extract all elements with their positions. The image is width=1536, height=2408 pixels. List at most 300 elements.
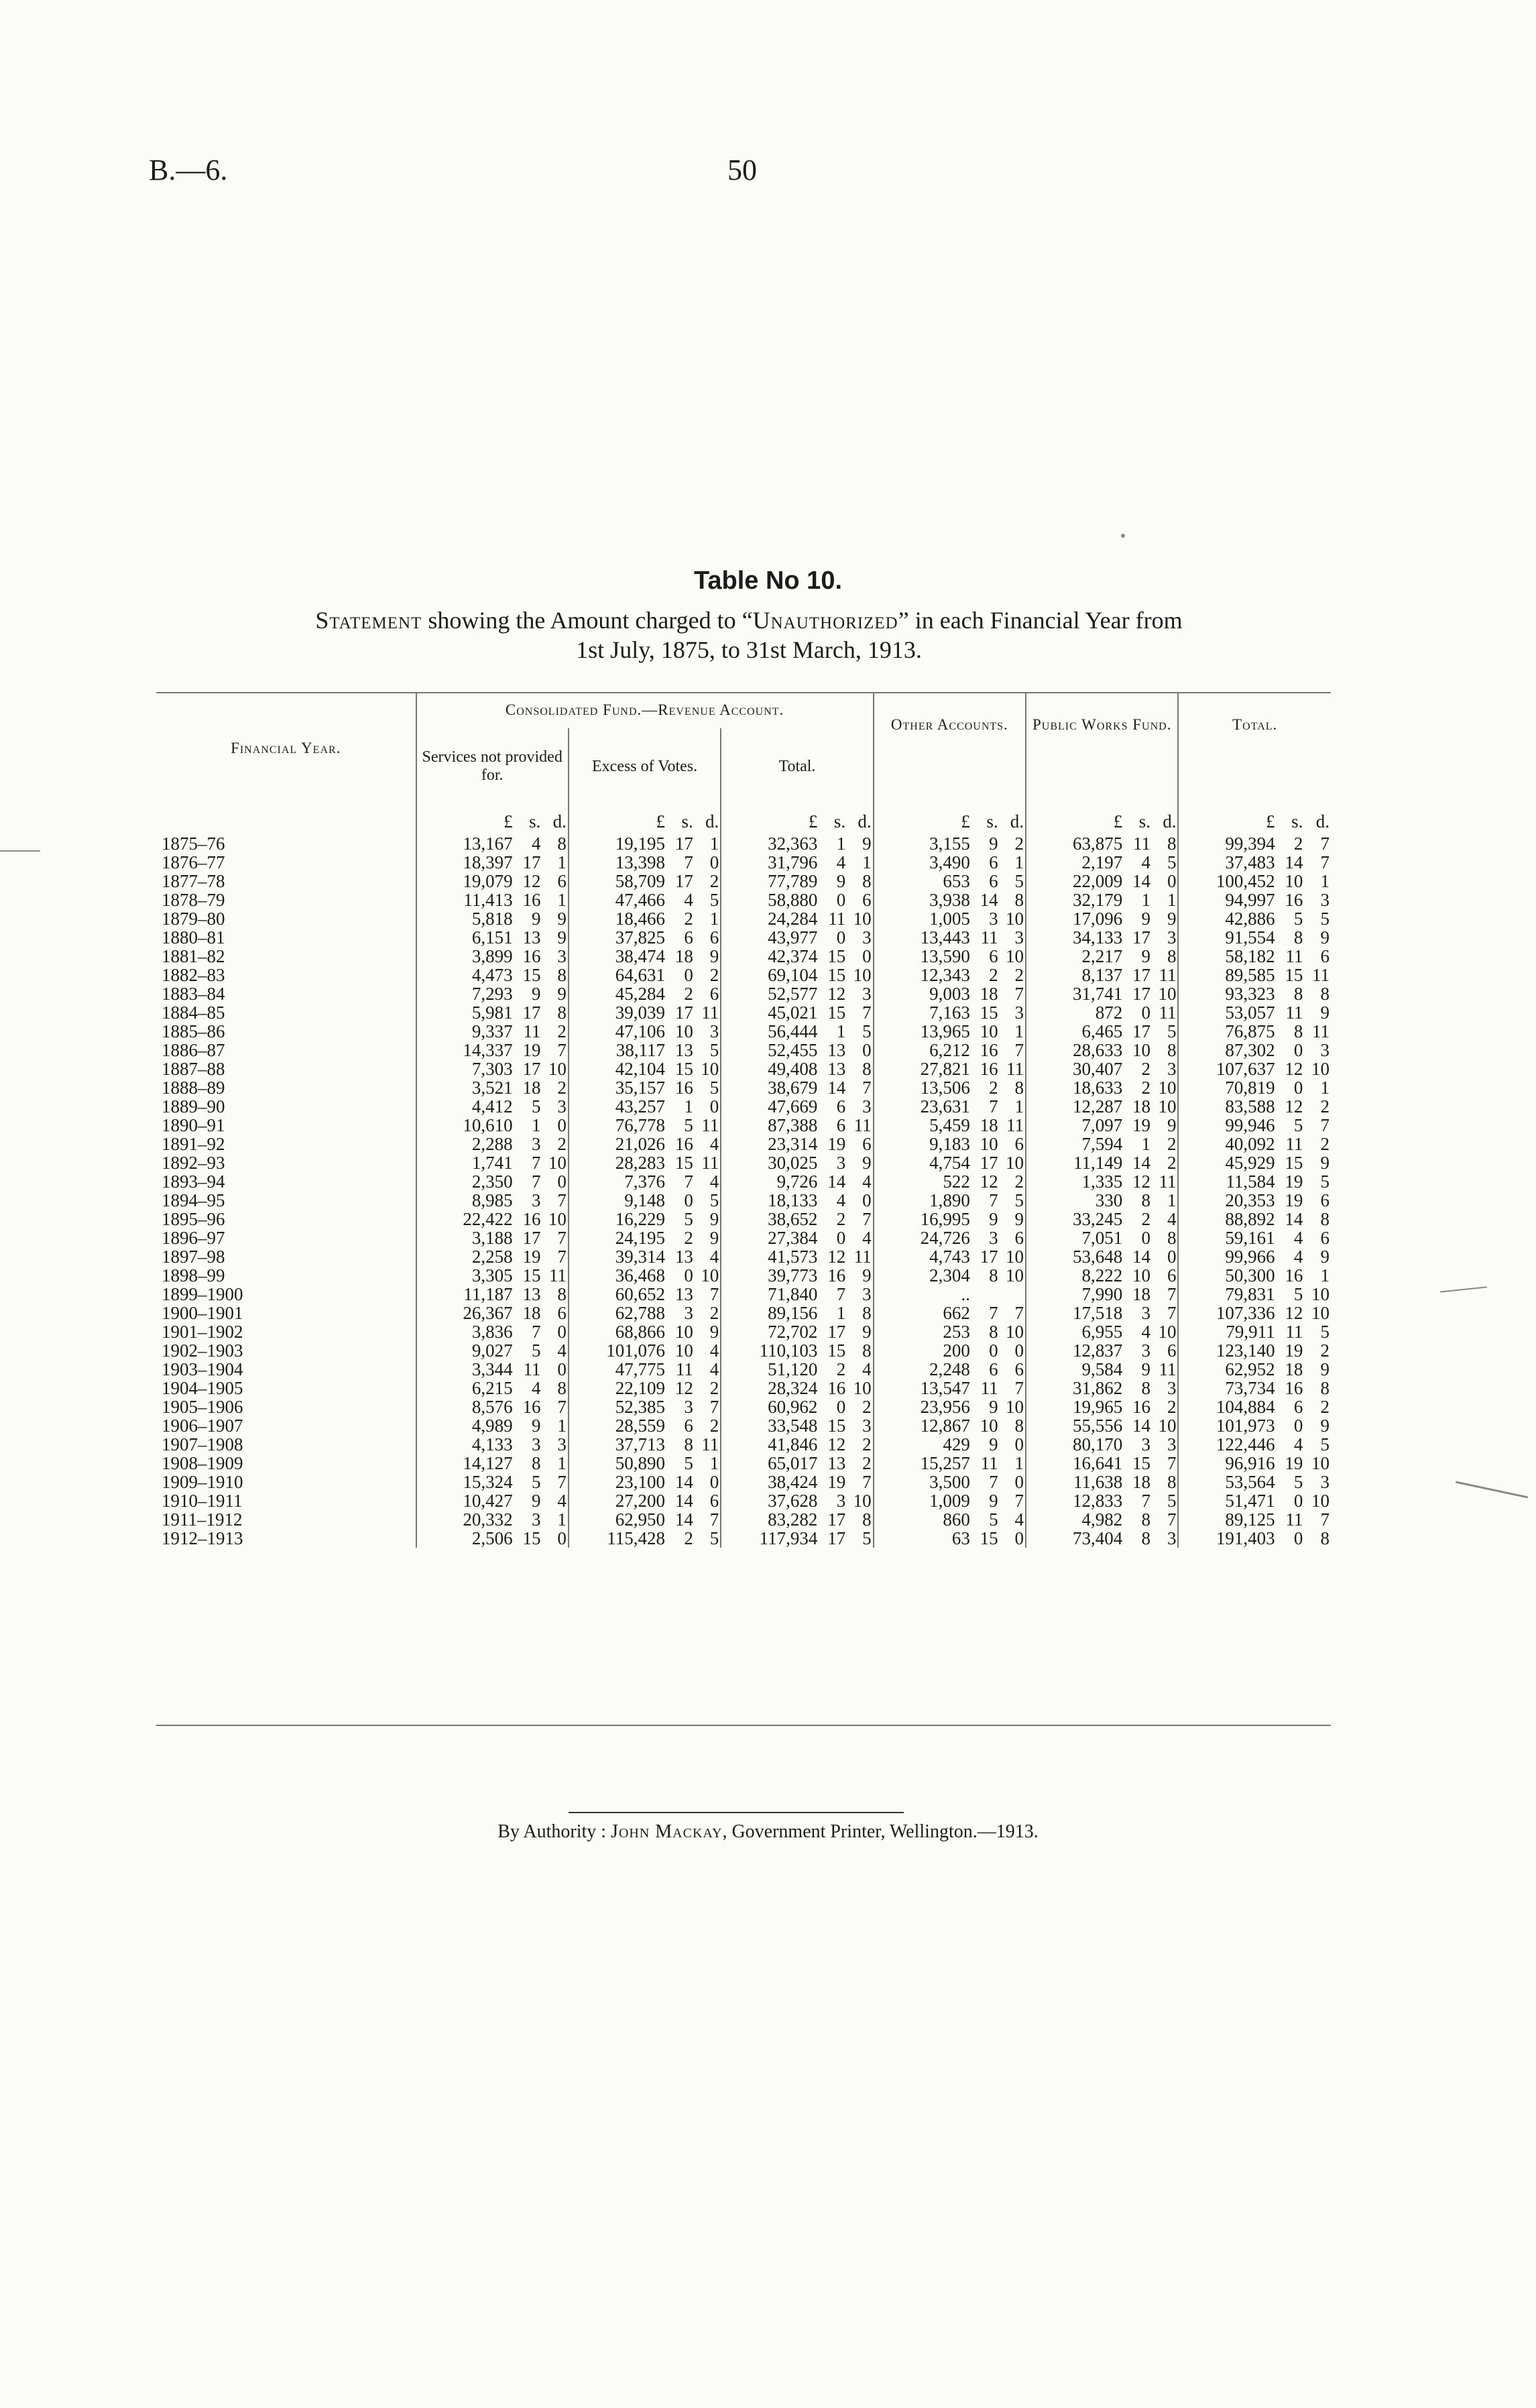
cell-year: 1887–88 <box>162 1059 225 1079</box>
cell-pounds: 28,633 <box>1026 1041 1124 1059</box>
cell-pounds: 3,500 <box>874 1473 971 1491</box>
cell-pounds: 1,335 <box>1026 1172 1124 1191</box>
cell-shillings: 18 <box>522 1303 541 1323</box>
cell-shillings: 16 <box>980 1040 998 1060</box>
cell-pounds: 3,938 <box>874 891 971 909</box>
cell-shillings: 9 <box>1141 1359 1150 1379</box>
table-top-rule <box>156 692 1331 693</box>
cell-shillings: 0 <box>836 927 846 948</box>
cell-pounds: 12,867 <box>874 1416 971 1435</box>
cell-pence: 11 <box>1312 965 1330 985</box>
cell-pounds: 39,314 <box>569 1247 666 1266</box>
cell-pounds: 58,709 <box>569 872 666 891</box>
footer-rule <box>569 1812 904 1813</box>
cell-pounds: 10,610 <box>416 1116 514 1135</box>
col-services-not-provided: Services not provided for. <box>416 728 569 805</box>
cell-pounds: 13,443 <box>874 928 971 947</box>
cell-pounds: 17,518 <box>1026 1304 1124 1322</box>
cell-shillings: 8 <box>684 1434 693 1454</box>
cell-pence: 7 <box>1014 1491 1024 1511</box>
unit-pound: £ <box>416 805 514 834</box>
cell-pounds: 18,466 <box>569 909 666 928</box>
cell-shillings: 3 <box>684 1303 693 1323</box>
table-row <box>156 1360 1331 1379</box>
table-row <box>156 984 1331 1003</box>
cell-pounds: 96,916 <box>1178 1454 1276 1473</box>
cell-pence: 7 <box>557 1190 567 1210</box>
table-row <box>156 1210 1331 1228</box>
cell-pounds: 3,305 <box>416 1266 514 1285</box>
cell-pounds: 191,403 <box>1178 1529 1276 1548</box>
cell-pence: 0 <box>557 1528 567 1548</box>
cell-pence: 4 <box>862 1228 872 1248</box>
cell-pounds: 51,120 <box>721 1360 819 1379</box>
cell-shillings: 6 <box>684 1416 693 1436</box>
cell-shillings: 16 <box>827 1265 846 1285</box>
cell-shillings: 3 <box>836 1491 846 1511</box>
cell-shillings: 0 <box>989 1340 998 1361</box>
cell-pence: 8 <box>1167 1472 1177 1492</box>
cell-year: 1910–1911 <box>162 1491 243 1511</box>
cell-pence: 10 <box>1006 1397 1024 1417</box>
cell-pounds: 860 <box>874 1510 971 1529</box>
cell-pounds: 11,584 <box>1178 1172 1276 1191</box>
cell-year: 1885–86 <box>162 1021 225 1041</box>
cell-pence: 8 <box>1167 1228 1177 1248</box>
cell-pence: 7 <box>709 1509 719 1530</box>
cell-shillings: 3 <box>684 1397 693 1417</box>
cell-year: 1882–83 <box>162 965 225 985</box>
cell-pence: 11 <box>701 1002 719 1023</box>
cell-shillings: 18 <box>1285 1359 1303 1379</box>
cell-pence: 5 <box>1320 1434 1330 1454</box>
cell-pence: 6 <box>862 890 872 910</box>
cell-pounds: 1,009 <box>874 1491 971 1510</box>
cell-shillings: 10 <box>1132 1265 1150 1285</box>
cell-year: 1876–77 <box>162 852 225 872</box>
cell-pounds: 115,428 <box>569 1529 666 1548</box>
cell-pounds: 39,039 <box>569 1003 666 1022</box>
cell-pounds: 4,754 <box>874 1153 971 1172</box>
cell-pounds: 73,734 <box>1178 1379 1276 1397</box>
cell-shillings: 15 <box>980 1002 998 1023</box>
table-row <box>156 1529 1331 1548</box>
cell-pence: 10 <box>1311 1059 1330 1079</box>
cell-shillings: 3 <box>531 1509 541 1530</box>
cell-shillings: 19 <box>827 1134 846 1154</box>
cell-shillings: 18 <box>1132 1096 1150 1116</box>
cell-pounds: 13,547 <box>874 1379 971 1397</box>
cell-pence: 7 <box>1167 1284 1177 1304</box>
cell-pence: 6 <box>1320 1190 1330 1210</box>
caption-text-2: ” in each Financial Year from <box>898 607 1183 634</box>
cell-shillings: 18 <box>980 984 998 1004</box>
cell-shillings: 3 <box>989 909 998 929</box>
cell-year: 1903–1904 <box>162 1359 243 1379</box>
cell-shillings: 17 <box>1132 965 1150 985</box>
imprint <box>0 1821 1536 1843</box>
cell-pounds: 99,966 <box>1178 1247 1276 1266</box>
cell-pence: 1 <box>1320 1265 1330 1285</box>
cell-pence: 4 <box>862 1171 872 1192</box>
table-row <box>156 1153 1331 1172</box>
cell-shillings: 11 <box>828 909 846 929</box>
cell-pounds: 11,187 <box>416 1285 514 1304</box>
cell-pounds: 28,283 <box>569 1153 666 1172</box>
cell-pence: 3 <box>1167 1434 1177 1454</box>
cell-shillings: 16 <box>1285 890 1303 910</box>
unit-pound: £ <box>721 805 819 834</box>
speck <box>0 850 40 852</box>
cell-shillings: 2 <box>989 1078 998 1098</box>
cell-pounds: 36,468 <box>569 1266 666 1285</box>
cell-shillings: 17 <box>522 1228 541 1248</box>
cell-shillings: 12 <box>827 1434 846 1454</box>
cell-pence: 5 <box>862 1528 872 1548</box>
cell-pence: 7 <box>1014 1040 1024 1060</box>
cell-pounds: 83,282 <box>721 1510 819 1529</box>
unit-pence: d. <box>858 811 872 832</box>
col-consolidated-fund: Consolidated Fund.—Revenue Account. <box>416 692 874 728</box>
cell-shillings: 11 <box>980 927 998 948</box>
cell-shillings: 8 <box>1141 1378 1150 1398</box>
cell-shillings: 11 <box>523 1021 541 1041</box>
cell-pence: 4 <box>709 1359 719 1379</box>
cell-pence: 1 <box>1014 1096 1024 1116</box>
cell-pence: 6 <box>557 1303 567 1323</box>
cell-pence: 7 <box>1014 984 1024 1004</box>
cell-shillings: 6 <box>684 927 693 948</box>
cell-shillings: 4 <box>836 852 846 872</box>
cell-shillings: 2 <box>1141 1209 1150 1229</box>
cell-pounds: 23,956 <box>874 1397 971 1416</box>
cell-pounds: 27,821 <box>874 1059 971 1078</box>
cell-shillings: 12 <box>522 871 541 891</box>
cell-shillings: 2 <box>836 1359 846 1379</box>
cell-shillings: 14 <box>1285 1209 1303 1229</box>
cell-pence: 7 <box>1014 1378 1024 1398</box>
cell-pence: 3 <box>557 946 567 966</box>
cell-pence: 9 <box>1320 927 1330 948</box>
cell-pence: 0 <box>1014 1472 1024 1492</box>
cell-pounds: 7,051 <box>1026 1228 1124 1247</box>
cell-pence: 8 <box>1014 890 1024 910</box>
cell-pence: 11 <box>1006 1115 1024 1135</box>
cell-year: 1897–98 <box>162 1247 225 1267</box>
cell-shillings: 13 <box>827 1453 846 1473</box>
cell-pence: 10 <box>1006 1153 1024 1173</box>
cell-pence: 5 <box>1014 871 1024 891</box>
cell-pounds: 41,573 <box>721 1247 819 1266</box>
cell-shillings: 3 <box>531 1434 541 1454</box>
table-row <box>156 1491 1331 1510</box>
cell-pounds: 429 <box>874 1435 971 1454</box>
cell-pounds: 7,376 <box>569 1172 666 1191</box>
cell-pence: 7 <box>862 1002 872 1023</box>
cell-pence: 10 <box>701 1059 719 1079</box>
cell-shillings: 5 <box>1293 1472 1303 1492</box>
table-row <box>156 1416 1331 1435</box>
cell-shillings: 16 <box>674 1134 693 1154</box>
cell-pounds: 62,952 <box>1178 1360 1276 1379</box>
cell-pounds: 79,831 <box>1178 1285 1276 1304</box>
cell-pounds: 31,796 <box>721 853 819 872</box>
cell-pence: 7 <box>1320 834 1330 854</box>
cell-pence: 9 <box>709 1228 719 1248</box>
cell-pounds: 15,324 <box>416 1473 514 1491</box>
cell-shillings: 5 <box>531 1096 541 1116</box>
cell-shillings: 4 <box>836 1190 846 1210</box>
cell-pence: 1 <box>709 1453 719 1473</box>
table-row <box>156 1247 1331 1266</box>
cell-pence: 9 <box>557 909 567 929</box>
unit-pound: £ <box>1026 805 1124 834</box>
cell-pence: 1 <box>1167 890 1177 910</box>
cell-pounds: 31,741 <box>1026 984 1124 1003</box>
cell-pounds: 662 <box>874 1304 971 1322</box>
table-row <box>156 1078 1331 1097</box>
cell-pence: 2 <box>1014 965 1024 985</box>
cell-pounds: 104,884 <box>1178 1397 1276 1416</box>
cell-pence: 4 <box>709 1340 719 1361</box>
cell-shillings: 17 <box>674 871 693 891</box>
cell-pence: 4 <box>557 1340 567 1361</box>
cell-shillings: 0 <box>836 1397 846 1417</box>
cell-pounds: 76,778 <box>569 1116 666 1135</box>
cell-pence: 11 <box>1159 1002 1177 1023</box>
cell-pence: 10 <box>1311 1284 1330 1304</box>
cell-pounds: 32,179 <box>1026 891 1124 909</box>
table-row <box>156 1266 1331 1285</box>
cell-pounds: 14,127 <box>416 1454 514 1473</box>
cell-shillings: 15 <box>1285 965 1303 985</box>
cell-pounds: 51,471 <box>1178 1491 1276 1510</box>
cell-pence: 0 <box>557 1171 567 1192</box>
cell-shillings: 12 <box>980 1171 998 1192</box>
cell-shillings: 17 <box>1132 984 1150 1004</box>
cell-pounds: 12,343 <box>874 966 971 984</box>
cell-pence: 3 <box>862 1284 872 1304</box>
cell-pounds: 24,726 <box>874 1228 971 1247</box>
cell-year: 1899–1900 <box>162 1284 243 1304</box>
unit-pence: d. <box>1163 811 1177 832</box>
cell-shillings: 8 <box>1293 927 1303 948</box>
cell-pounds: 6,215 <box>416 1379 514 1397</box>
cell-shillings: 6 <box>989 871 998 891</box>
cell-shillings: 3 <box>989 1228 998 1248</box>
cell-pence: 4 <box>709 1171 719 1192</box>
table-title: Table No 10. <box>693 567 843 595</box>
cell-pounds: 24,195 <box>569 1228 666 1247</box>
caption-lead: Statement <box>315 607 422 634</box>
cell-shillings: 3 <box>1141 1340 1150 1361</box>
cell-pounds: 7,594 <box>1026 1135 1124 1153</box>
cell-pence: 1 <box>709 834 719 854</box>
cell-pounds: 50,300 <box>1178 1266 1276 1285</box>
cell-pounds: 6,212 <box>874 1041 971 1059</box>
cell-shillings: 1 <box>836 1303 846 1323</box>
cell-pence: 3 <box>1320 890 1330 910</box>
cell-pence: 8 <box>557 1284 567 1304</box>
cell-shillings: 11 <box>1285 1002 1303 1023</box>
cell-pounds: 3,490 <box>874 853 971 872</box>
cell-shillings: 17 <box>827 1322 846 1342</box>
cell-shillings: 10 <box>674 1340 693 1361</box>
table-row <box>156 1379 1331 1397</box>
cell-shillings: 5 <box>684 1115 693 1135</box>
cell-shillings: 2 <box>1293 834 1303 854</box>
cell-shillings: 7 <box>989 1472 998 1492</box>
cell-pence: 1 <box>709 909 719 929</box>
cell-pounds: 15,257 <box>874 1454 971 1473</box>
cell-shillings: 4 <box>684 890 693 910</box>
cell-pounds: 69,104 <box>721 966 819 984</box>
cell-year: 1875–76 <box>162 834 225 854</box>
cell-pounds: 16,229 <box>569 1210 666 1228</box>
cell-pence: 7 <box>1167 1303 1177 1323</box>
cell-year: 1880–81 <box>162 927 225 948</box>
cell-pence: 7 <box>1320 852 1330 872</box>
cell-year: 1890–91 <box>162 1115 225 1135</box>
cell-pounds: 76,875 <box>1178 1022 1276 1041</box>
cell-shillings: 15 <box>1132 1453 1150 1473</box>
unit-shilling: s. <box>1138 811 1150 832</box>
cell-pounds: 56,444 <box>721 1022 819 1041</box>
cell-pounds: 2,258 <box>416 1247 514 1266</box>
cell-pence: 0 <box>1167 1247 1177 1267</box>
cell-pounds: 7,097 <box>1026 1116 1124 1135</box>
cell-pounds: 4,982 <box>1026 1510 1124 1529</box>
cell-shillings: 7 <box>531 1322 541 1342</box>
cell-shillings: 8 <box>1293 1021 1303 1041</box>
unit-pound: £ <box>569 805 666 834</box>
cell-shillings: 9 <box>836 871 846 891</box>
cell-pence: 1 <box>557 852 567 872</box>
speck <box>1121 534 1125 538</box>
cell-pence: 3 <box>1167 1059 1177 1079</box>
cell-shillings: 5 <box>531 1472 541 1492</box>
cell-pence: 10 <box>548 1153 567 1173</box>
cell-pence: 7 <box>862 1472 872 1492</box>
table-caption <box>156 606 1342 665</box>
cell-shillings: 9 <box>531 1491 541 1511</box>
table-row <box>156 853 1331 872</box>
unit-shilling: s. <box>833 811 846 832</box>
cell-shillings: 4 <box>1293 1247 1303 1267</box>
cell-shillings: 11 <box>523 1359 541 1379</box>
cell-pounds: 77,789 <box>721 872 819 891</box>
cell-pence: 2 <box>709 1303 719 1323</box>
cell-pounds: 27,384 <box>721 1228 819 1247</box>
table-row <box>156 1022 1331 1041</box>
cell-shillings: 15 <box>1285 1153 1303 1173</box>
cell-pounds: 33,548 <box>721 1416 819 1435</box>
cell-shillings: 2 <box>684 1228 693 1248</box>
cell-pounds: 32,363 <box>721 834 819 853</box>
cell-pounds: 2,197 <box>1026 853 1124 872</box>
cell-pounds: 522 <box>874 1172 971 1191</box>
cell-pounds: 89,125 <box>1178 1510 1276 1529</box>
cell-shillings: 17 <box>980 1247 998 1267</box>
cell-pence <box>1000 1285 1026 1304</box>
cell-shillings: 8 <box>1293 984 1303 1004</box>
cell-pence: 2 <box>1014 1171 1024 1192</box>
cell-shillings: 14 <box>1132 871 1150 891</box>
cell-pence: 6 <box>709 984 719 1004</box>
cell-pounds: 79,911 <box>1178 1322 1276 1341</box>
cell-pounds: 253 <box>874 1322 971 1341</box>
cell-pence: 8 <box>1320 1528 1330 1548</box>
cell-pounds: 19,195 <box>569 834 666 853</box>
cell-pounds: 12,837 <box>1026 1341 1124 1360</box>
cell-pounds: 33,245 <box>1026 1210 1124 1228</box>
cell-pounds: 73,404 <box>1026 1529 1124 1548</box>
cell-shillings: 0 <box>1293 1416 1303 1436</box>
table-row <box>156 1116 1331 1135</box>
cell-pounds: 9,337 <box>416 1022 514 1041</box>
cell-year: 1881–82 <box>162 946 225 966</box>
cell-shillings: 13 <box>674 1247 693 1267</box>
cell-pounds: 22,009 <box>1026 872 1124 891</box>
cell-pounds: 2,350 <box>416 1172 514 1191</box>
cell-shillings: 1 <box>836 1021 846 1041</box>
cell-pence: 8 <box>557 834 567 854</box>
cell-pence: 9 <box>862 1153 872 1173</box>
cell-shillings: 10 <box>980 1134 998 1154</box>
cell-year: 1905–1906 <box>162 1397 243 1417</box>
cell-pounds: 22,109 <box>569 1379 666 1397</box>
cell-pence: 3 <box>862 1416 872 1436</box>
cell-pounds: 41,846 <box>721 1435 819 1454</box>
cell-shillings: 16 <box>522 890 541 910</box>
cell-pence: 3 <box>557 1434 567 1454</box>
cell-pence: 0 <box>1014 1434 1024 1454</box>
cell-pounds: 4,743 <box>874 1247 971 1266</box>
cell-pounds: 37,825 <box>569 928 666 947</box>
cell-pence: 10 <box>1158 1322 1177 1342</box>
cell-pounds: 107,336 <box>1178 1304 1276 1322</box>
cell-pounds: 88,892 <box>1178 1210 1276 1228</box>
cell-shillings: 12 <box>1132 1171 1150 1192</box>
cell-shillings: 16 <box>980 1059 998 1079</box>
cell-pounds: 53,648 <box>1026 1247 1124 1266</box>
cell-pence: 0 <box>1014 1528 1024 1548</box>
cell-pence: 2 <box>1167 1397 1177 1417</box>
cell-pounds: 653 <box>874 872 971 891</box>
cell-shillings: 14 <box>827 1078 846 1098</box>
cell-pounds: 47,669 <box>721 1097 819 1116</box>
cell-pounds: 117,934 <box>721 1529 819 1548</box>
unauthorized-expenditure-table <box>156 692 1331 1548</box>
cell-pence: 10 <box>1311 1491 1330 1511</box>
cell-pence: 11 <box>548 1265 567 1285</box>
cell-shillings: 4 <box>531 1378 541 1398</box>
cell-shillings: 17 <box>674 1002 693 1023</box>
cell-shillings: 18 <box>1132 1284 1150 1304</box>
cell-pounds: 38,424 <box>721 1473 819 1491</box>
cell-shillings: 15 <box>522 1265 541 1285</box>
speck <box>1440 1286 1487 1292</box>
cell-shillings: 1 <box>836 834 846 854</box>
unit-shilling: s. <box>681 811 693 832</box>
cell-shillings: 4 <box>531 834 541 854</box>
cell-pounds: 18,633 <box>1026 1078 1124 1097</box>
cell-pence: 0 <box>709 852 719 872</box>
table-row <box>156 1172 1331 1191</box>
cell-pounds: 49,408 <box>721 1059 819 1078</box>
cell-pence: 3 <box>862 1096 872 1116</box>
cell-pence: 9 <box>1320 1247 1330 1267</box>
